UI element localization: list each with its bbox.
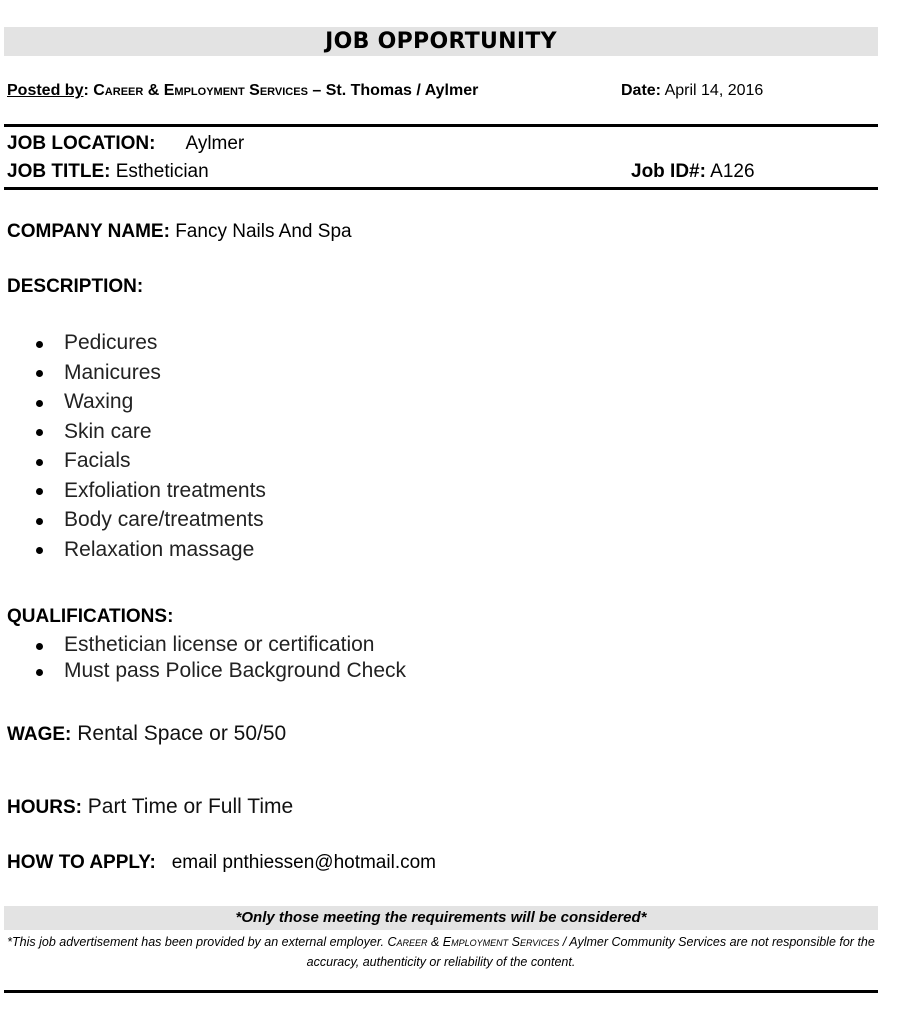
bullet-icon <box>36 341 43 348</box>
job-id <box>631 161 755 183</box>
disclaimer <box>4 932 878 972</box>
date-label: Date: <box>621 82 662 99</box>
list-item: Must pass Police Background Check <box>0 658 406 684</box>
description-list <box>0 328 266 564</box>
hours-label: HOURS: <box>7 797 82 818</box>
bullet-icon <box>36 488 43 495</box>
job-location-label: JOB LOCATION: <box>7 133 156 154</box>
bullet-icon <box>36 669 43 676</box>
requirements-notice: *Only those meeting the requirements will be considered* <box>4 906 878 930</box>
date-value: April 14, 2016 <box>661 82 764 99</box>
hours-value: Part Time or Full Time <box>81 795 294 818</box>
list-item: Esthetician license or certification <box>0 632 406 658</box>
apply-value: email pnthiessen@hotmail.com <box>155 852 436 873</box>
list-item: Skin care <box>0 417 266 447</box>
wage-value: Rental Space or 50/50 <box>71 722 287 745</box>
bullet-icon <box>36 400 43 407</box>
description-label: DESCRIPTION: <box>7 276 144 297</box>
qualifications-label: QUALIFICATIONS: <box>7 606 174 627</box>
company-name-label: COMPANY NAME: <box>7 221 170 242</box>
post-date <box>621 82 763 100</box>
wage-label: WAGE: <box>7 724 72 745</box>
posted-by-line <box>7 82 478 100</box>
divider-top <box>4 124 878 127</box>
company-name <box>7 221 352 243</box>
job-title-label: JOB TITLE: <box>7 161 111 182</box>
description-heading <box>7 276 143 298</box>
job-id-value: A126 <box>705 161 755 182</box>
bullet-icon <box>36 643 43 650</box>
posted-by-label: Posted by <box>7 82 84 99</box>
disclaimer-org: Career & Employment Services <box>387 935 560 949</box>
list-item: Manicures <box>0 358 266 388</box>
job-location-value: Aylmer <box>185 133 245 154</box>
list-item: Exfoliation treatments <box>0 476 266 506</box>
disclaimer-part1: *This job advertisement has been provided by an external employer. <box>7 935 388 949</box>
list-item: Relaxation massage <box>0 535 266 565</box>
apply-label: HOW TO APPLY: <box>7 852 156 873</box>
posted-by-colon: : <box>83 82 94 99</box>
bullet-icon <box>36 518 43 525</box>
job-id-label: Job ID#: <box>631 161 706 182</box>
company-name-value: Fancy Nails And Spa <box>169 221 352 242</box>
qualifications-list <box>0 632 406 684</box>
job-title-value: Esthetician <box>110 161 209 182</box>
bullet-icon <box>36 459 43 466</box>
list-item: Facials <box>0 446 266 476</box>
job-location <box>7 133 244 155</box>
wage <box>7 722 286 746</box>
bullet-icon <box>36 547 43 554</box>
hours <box>7 795 293 819</box>
divider-middle <box>4 187 878 190</box>
list-item: Pedicures <box>0 328 266 358</box>
posted-by-location: – St. Thomas / Aylmer <box>307 82 479 99</box>
how-to-apply <box>7 852 436 874</box>
bullet-icon <box>36 429 43 436</box>
qualifications-heading <box>7 606 173 628</box>
list-item: Waxing <box>0 387 266 417</box>
page-title: JOB OPPORTUNITY <box>325 29 557 54</box>
disclaimer-part2: / Aylmer Community Services are not responsible for the accuracy, authenticity or reliability of the content. <box>306 935 875 969</box>
divider-bottom <box>4 990 878 993</box>
header-banner <box>4 27 878 56</box>
posted-by-org: Career & Employment Services <box>93 82 308 99</box>
job-title <box>7 161 209 183</box>
list-item: Body care/treatments <box>0 505 266 535</box>
bullet-icon <box>36 370 43 377</box>
